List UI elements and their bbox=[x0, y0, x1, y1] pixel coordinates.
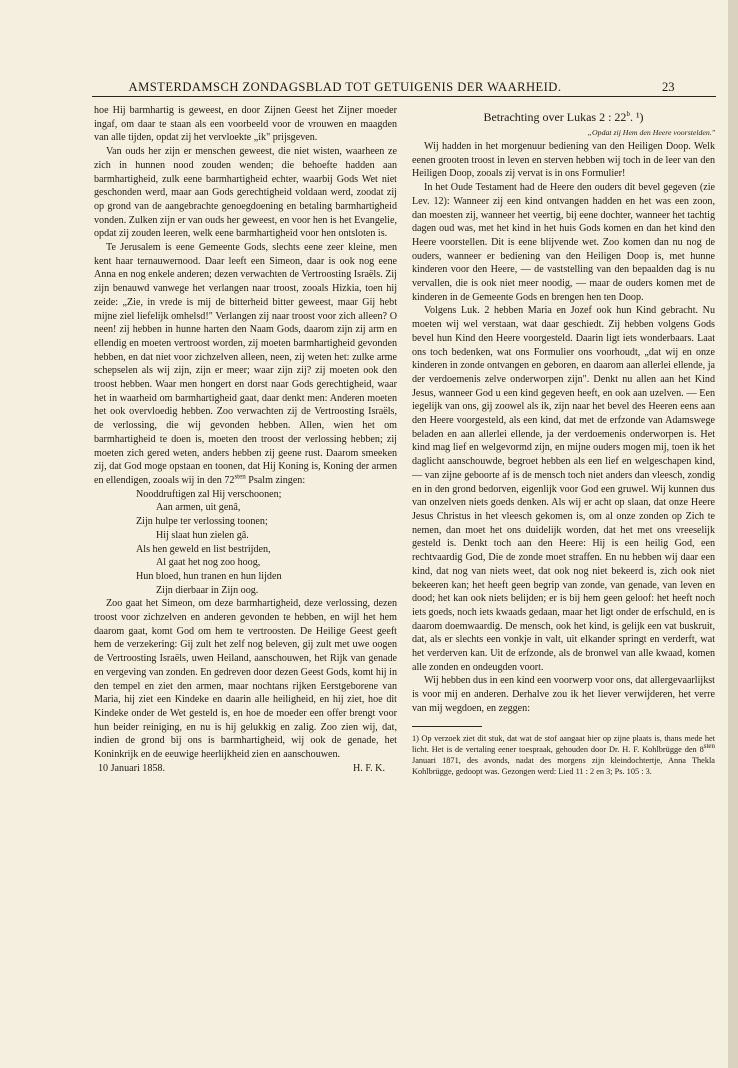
paragraph: In het Oude Testament had de Heere den ouders dit bevel gegeven (zie Lev. 12): Wanneer zij een kind ontvangen hadden en het was een zoon, dan moesten zij, wanneer het veertig, bij eene dochter, wanneer het tachtig dagen oud was, met het kind in het huis Gods komen en dan het kind den Heere voorstellen. Dit is eene blijvende wet. Zoo komen dan nu nog de ouders, wanneer er bediening van den Heiligen Doop is, met hunne kinderen voor den Heere, — de vaststelling van den bepaalden dag is nu vervallen, die is ook niet meer noodig, — maar de ouders komen met de kinderen in de Gemeente Gods en brengen hen ten Doop. bbox=[412, 182, 715, 303]
date: 10 Januari 1858. bbox=[98, 762, 165, 774]
paragraph: Wij hadden in het morgenuur bediening van den Heiligen Doop. Welk eenen grooten troost in leven en sterven hebben wij toch in de leer van den Heiligen Doop, zooals zij vervat is in ons Formulier! bbox=[412, 141, 715, 180]
footnote-text: 1) Op verzoek ziet dit stuk, dat wat de stof aangaat hier op zijne plaats is, thans mede het licht. Het is de vertaling eener toespraak, gehouden door Dr. H. F. Kohlbrügge den 8 bbox=[412, 733, 715, 754]
article-title bbox=[412, 110, 715, 124]
verse-line: Hij slaat hun zielen gâ. bbox=[156, 529, 249, 541]
footnote-marker: . ¹) bbox=[629, 110, 644, 124]
footnote-text-end: Januari 1871, des avonds, nadat des morgens zijn kleindochtertje, Anna Thekla Kohlbrügge, gedoopt was. Gezongen werd: Lied 11 : 2 en 3; Ps. 105 : 3. bbox=[412, 755, 715, 777]
title-superscript: b bbox=[626, 110, 630, 118]
paragraph: Volgens Luk. 2 hebben Maria en Jozef ook hun Kind gebracht. Nu moeten wij wel verstaan, wat daar geschiedt. Zij hebben volgens Gods bevel hun Kind den Heere voorgesteld. Daarin ligt iets wonderbaars. Laat ons toch bedenken, wat ons Formulier ons voorhoudt, „dat wij en onze kinderen in zonde ontvangen en geboren, en daarom aan allerlei ellende, ja der verdoemenis zelve onderworpen zijn". Denkt nu allen aan het Kind Jesus, wanneer God u een kind gegeven heeft, en ook aan uzelven. — Een iegelijk van ons, gij zoowel als ik, zijn naar het bevel des Heeren eens aan den Heere voorgesteld, als een kind, dat met de erfzonde van Adamswege beladen en aan allerlei ellende, ja der verdoemenis onderworpen is. Het kind mag lief en welgevormd zijn, en mijne ouders mogen mij, toen ik het daglicht aanschouwde, begroet hebben als een lief en welgeschapen kind, — van zijne geboorte af is de mensch toch niet anders dan vleesch, zondig en in den grond bedorven, eigenlijk voor God een gruwel. Wij kunnen dus van onzelven niets goeds denken. Als wij er acht op slaan, dat onze Heere Jesus Christus in het vleesch gekomen is, om al onze zonden op Zich te nemen, dan moet het ons duidelijk worden, dat het met ons vreeselijk gesteld is. Denkt toch aan den Heere: Hij is een heilig God, een rechtvaardig God, Die de zonde moet straffen. En nu hebben wij daar een kind, dat nog van niets weet, dat ook nog niet bekeerd is, zich ook niet bekeeren kan; het heeft geen begrip van zonde, van genade, van leven en dood; het kan ook niets belijden; er is bij hem geen geloof: het heeft noch iets goeds, noch iets kwaads gedaan, maar het ligt onder de erfschuld, en is daarom doemwaardig. De mensch, ook het kind, is gelijk een vat buskruit, dat, als er slechts een vonkje in valt, uit elkander springt en verderft, wat het verderven kan. Uit de erfzonde, als de bronwel van alle kwaad, komen alle zonden en ondeugden voort. bbox=[412, 305, 715, 673]
verse-line: Nooddruftigen zal Hij verschoonen; bbox=[136, 488, 282, 500]
verse-line: Zijn dierbaar in Zijn oog. bbox=[156, 584, 259, 596]
right-column bbox=[412, 104, 715, 777]
page-number: 23 bbox=[662, 80, 675, 94]
paragraph: Zoo gaat het Simeon, om deze barmhartigheid, deze verlossing, dezen troost voor zichzelven en anderen gevonden te hebben, en wijl het hem daarom gaat, komt God om hem te vertroosten. De Heilige Geest geeft hem de verzekering: Gij zult het zelf nog beleven, gij zult met uwe oogen de Vertroosting Israëls, uwen Heiland, aanschouwen, het Rijk van genade en vergeving van zonden. En gedreven door dezen Geest Gods, komt hij in den tempel en ziet den armen, maar nochtans rijken Eerstgeborene van Maria, hij ziet een Kindeke en daarin alle heiligheid, en hij ziet, hoe dit Kindeke onder de Wet gesteld is, en hoe de moeder een offer brengt voor hun beider reiniging, en nu is hij gelukkig en zalig. Zoo zien wij, dat, indien de grond bij ons is barmhartigheid, wij ook de genade, het Koninkrijk en de eeuwige heerlijkheid zien en aanschouwen. bbox=[94, 598, 397, 761]
epigraph: „Opdat zij Hem den Heere voorstelden." bbox=[587, 128, 715, 137]
footnote-superscript: sten bbox=[703, 741, 715, 750]
paragraph bbox=[94, 241, 397, 488]
header-rule bbox=[92, 96, 716, 97]
page-edge bbox=[728, 0, 738, 1068]
verse-line: Hun bloed, hun tranen en hun lijden bbox=[136, 570, 282, 582]
psalm-verse bbox=[136, 488, 397, 598]
verse-line: Zijn hulpe ter verlossing toonen; bbox=[136, 516, 268, 528]
footnote bbox=[412, 733, 715, 778]
author-initials: H. F. K. bbox=[352, 762, 385, 774]
verse-line: Aan armen, uit genâ, bbox=[156, 502, 241, 514]
verse-line: Als hen geweld en list bestrijden, bbox=[136, 543, 271, 555]
running-title: AMSTERDAMSCH ZONDAGSBLAD TOT GETUIGENIS DER WAARHEID. bbox=[128, 80, 562, 94]
paragraph-ending: Psalm zingen: bbox=[245, 474, 306, 486]
footnote-rule bbox=[412, 726, 482, 727]
paragraph: Wij hebben dus in een kind een voorwerp voor ons, dat allergevaarlijkst is voor mij en anderen. Derhalve zou ik het liever verwijderen, het verre van mij wegdoen, en zeggen: bbox=[412, 675, 715, 714]
paragraph: hoe Hij barmhartig is geweest, en door Zijnen Geest het Zijner moeder ingaf, om daar te staan als een voorbeeld voor de vrouwen en maagden van alle tijden, opdat zij het vervloekte „ik" prijsgeven. bbox=[94, 105, 397, 144]
article-title-text: Betrachting over Lukas 2 : 22 bbox=[483, 110, 627, 124]
left-column bbox=[94, 104, 397, 775]
verse-line: Al gaat het nog zoo hoog, bbox=[156, 557, 261, 569]
ordinal-superscript: sten bbox=[234, 472, 246, 481]
signature-line bbox=[94, 762, 397, 776]
paragraph-text: Te Jerusalem is eene Gemeente Gods, slechts eene zeer kleine, men kent haar ternauwernood. Daar leeft een Simeon, daar is ook nog eene Anna en nog enkele anderen; dezen verwachten de Vertroosting Israëls. Zij zijn benauwd vanwege het verlangen naar troost, zooals Hizkia, toen hij zeide: „Zie, in vrede is mij de bitterheid bitter geweest, maar Gij hebt mijne ziel liefelijk omhelsd!" Verlangen zij naar troost voor zich alleen? O neen! zij hebben in hunne harten den Naam Gods, daarom zijn zij arm en ellendig en moeten vertroost worden, zij moeten barmhartigheid gevonden hebben, en dat niet voor zichzelven alleen, neen, zij weten het: zulke arme schepselen als wij zijn, zijn er meer; waar zijn zij? zij moeten ook den troost hebben. Waar men hongert en dorst naar Gods gerechtigheid, waar het in waarheid om barmhartigheid gaat, daar denkt men: Anderen moeten het ook overvloedig hebben. Zoo verwachten zij de Vertroosting Israëls, de verlossing, die wij gevonden hebben. Allen, wien het om barmhartigheid te doen is, moeten den troost der verlossing hebben; zij moeten zich gered weten, anders hebben zij geene rust. Daarom smeeken zij, dat God moge opstaan en toonen, dat Hij Koning is, Koning der armen en ellendigen, zooals wij in den 72 bbox=[94, 242, 397, 486]
paragraph: Van ouds her zijn er menschen geweest, die niet wisten, waarheen ze zich in hunnen nood zouden wenden; die behoefte hadden aan barmhartigheid, zulk eene barmhartigheid echter, waarbij Gods Wet niet geschonden werd, maar aan Gods gerechtigheid voldaan werd, zoodat zij op grond van de aangebrachte genoegdoening en betaling barmhartigheid vonden. Zulken zijn er van ouds her geweest, en voor hen is het Evangelie, opdat zij zouden leeren, welk eene barmhartigheid voor hen ontsloten is. bbox=[94, 146, 397, 240]
